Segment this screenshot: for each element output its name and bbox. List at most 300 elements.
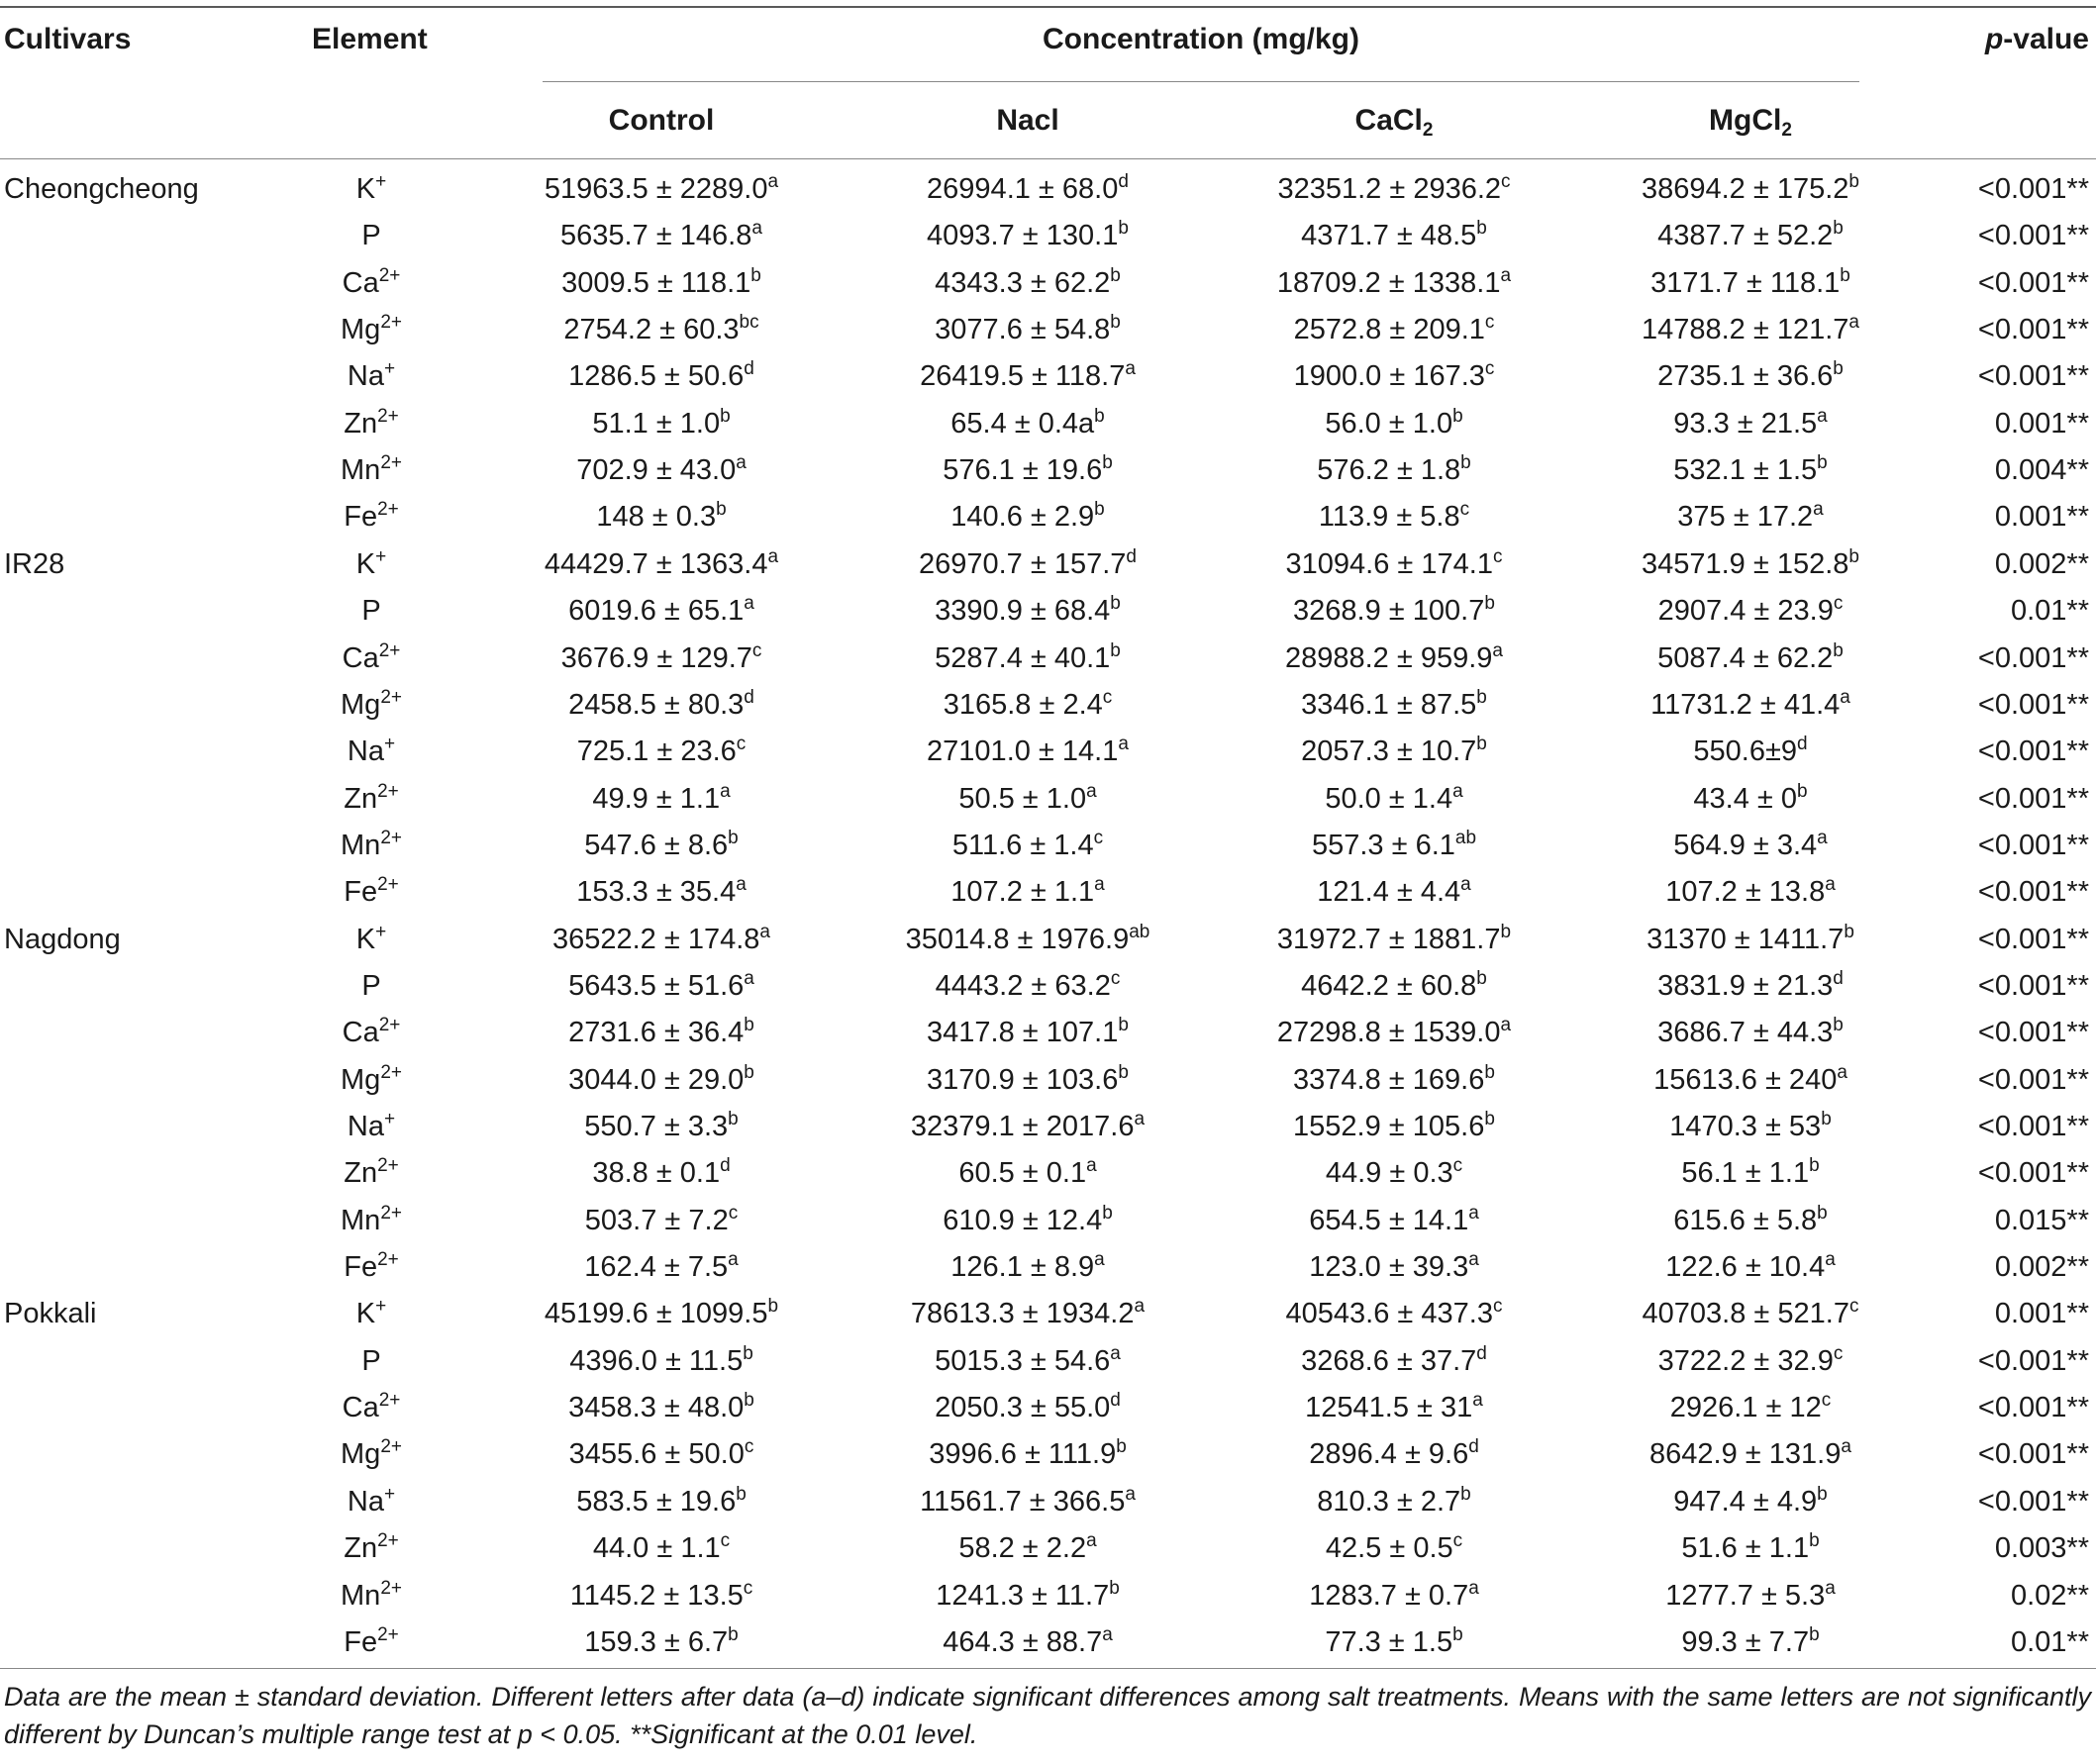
mgcl2-mean-sd: 3171.7 ± 118.1 [1650,266,1841,299]
mgcl2-mean-sd: 564.9 ± 3.4 [1673,829,1818,861]
control-mean-sd: 3676.9 ± 129.7 [560,641,752,674]
cacl2-significance-letter: b [1476,686,1487,708]
p-value: 0.001** [1994,407,2089,440]
element-symbol [297,968,446,1004]
nacl-mean-sd: 610.9 ± 12.4 [943,1204,1103,1236]
element-base: Mg [341,1063,381,1096]
mgcl2-value [1592,1109,1909,1144]
mgcl2-mean-sd: 947.4 ± 4.9 [1673,1485,1818,1518]
mgcl2-significance-letter: a [1825,1577,1836,1599]
element-base: Mn [341,454,381,487]
element-base: Mg [341,1438,381,1471]
control-mean-sd: 44429.7 ± 1363.4 [544,547,768,580]
nacl-mean-sd: 4443.2 ± 63.2 [935,969,1111,1002]
nacl-value [869,1155,1186,1191]
table-row [0,1431,2096,1478]
p-value: <0.001** [1977,829,2089,861]
cacl2-significance-letter: b [1476,967,1487,989]
element-symbol [297,781,446,817]
cacl2-value [1236,1155,1552,1191]
cacl2-significance-letter: a [1500,264,1512,286]
mgcl2-mean-sd: 14788.2 ± 121.7 [1641,314,1849,346]
mgcl2-significance-letter: c [1848,1296,1859,1318]
table-row [0,917,2096,963]
mgcl2-significance-letter: d [1833,967,1844,989]
nacl-significance-letter: b [1094,405,1105,427]
mgcl2-value [1592,1155,1909,1191]
table-row [0,166,2096,213]
table-row [0,636,2096,682]
table-row [0,307,2096,353]
cacl2-value [1236,452,1552,488]
p-value: <0.001** [1977,735,2089,768]
cacl2-significance-letter: a [1472,1390,1483,1412]
nacl-value [869,874,1186,910]
nacl-mean-sd: 35014.8 ± 1976.9 [905,923,1130,955]
header-cacl2-base: CaCl [1354,104,1423,137]
mgcl2-value [1592,828,1909,863]
control-significance-letter: bc [739,312,759,334]
table-row [0,963,2096,1010]
element-symbol [297,312,446,347]
nacl-significance-letter: a [1086,1530,1097,1552]
table-row [0,1104,2096,1150]
mgcl2-significance-letter: b [1809,1623,1820,1645]
header-p-value-rest: -value [2003,23,2089,55]
nacl-significance-letter: b [1102,1202,1113,1224]
table-row [0,1198,2096,1244]
mgcl2-significance-letter: c [1821,1390,1832,1412]
p-value: <0.001** [1977,1485,2089,1518]
header-cacl2 [1236,103,1552,139]
nacl-mean-sd: 60.5 ± 0.1 [958,1157,1087,1190]
cacl2-mean-sd: 576.2 ± 1.8 [1317,454,1461,487]
element-base: Mn [341,829,381,861]
nacl-mean-sd: 4093.7 ± 130.1 [927,220,1119,252]
element-charge: 2+ [380,1202,402,1224]
mgcl2-significance-letter: a [1840,686,1850,708]
nacl-significance-letter: b [1110,264,1121,286]
cacl2-mean-sd: 2896.4 ± 9.6 [1309,1438,1469,1471]
control-significance-letter: b [728,1109,739,1129]
nacl-value [869,687,1186,723]
element-base: P [361,1344,381,1377]
mgcl2-mean-sd: 11731.2 ± 41.4 [1650,688,1841,721]
element-charge: 2+ [377,780,399,802]
nacl-mean-sd: 3390.9 ± 68.4 [935,595,1111,628]
element-charge: 2+ [380,312,402,334]
nacl-significance-letter: a [1102,1623,1113,1645]
nacl-value [869,499,1186,535]
cacl2-value [1236,171,1552,207]
element-base: Fe [344,501,378,534]
cacl2-value [1236,1530,1552,1566]
element-charge: 2+ [378,264,401,286]
mgcl2-significance-letter: b [1817,452,1828,474]
control-significance-letter: b [744,1015,754,1036]
element-symbol [297,406,446,441]
nacl-significance-letter: d [1110,1390,1121,1412]
table-row [0,588,2096,635]
mgcl2-mean-sd: 38694.2 ± 175.2 [1641,173,1849,205]
element-base: Mn [341,1204,381,1236]
mgcl2-mean-sd: 8642.9 ± 131.9 [1649,1438,1842,1471]
mgcl2-significance-letter: b [1821,1109,1832,1129]
table-top-rule [0,6,2096,8]
header-p-value [1941,22,2089,57]
control-value [503,312,820,347]
element-symbol [297,452,446,488]
mgcl2-value [1592,1578,1909,1614]
control-value [503,687,820,723]
p-value: <0.001** [1977,641,2089,674]
control-value [503,1203,820,1238]
nacl-value [869,171,1186,207]
mgcl2-mean-sd: 3722.2 ± 32.9 [1657,1344,1834,1377]
mgcl2-significance-letter: b [1848,171,1859,192]
mgcl2-value [1592,1484,1909,1519]
control-mean-sd: 547.6 ± 8.6 [584,829,729,861]
mgcl2-mean-sd: 5087.4 ± 62.2 [1657,641,1834,674]
nacl-significance-letter: b [1116,1436,1127,1458]
cacl2-mean-sd: 557.3 ± 6.1 [1311,829,1455,861]
control-significance-letter: a [720,780,731,802]
control-value [503,358,820,394]
element-symbol [297,593,446,629]
control-significance-letter: b [744,1390,754,1412]
nacl-significance-letter: d [1126,545,1137,567]
table-bottom-rule [0,1668,2096,1669]
element-base: Zn [344,782,378,815]
mgcl2-mean-sd: 40703.8 ± 521.7 [1642,1298,1849,1330]
nacl-mean-sd: 65.4 ± 0.4a [950,407,1095,440]
header-p-value-italic: p [1984,23,2004,55]
mgcl2-value [1592,922,1909,957]
p-value: <0.001** [1977,220,2089,252]
control-value [503,1530,820,1566]
element-symbol [297,499,446,535]
p-value: <0.001** [1977,876,2089,909]
mgcl2-value [1592,1015,1909,1050]
cacl2-mean-sd: 121.4 ± 4.4 [1317,876,1461,909]
element-symbol [297,1624,446,1660]
cacl2-significance-letter: b [1484,1061,1495,1083]
control-mean-sd: 38.8 ± 0.1 [592,1157,721,1190]
nacl-significance-letter: b [1118,1015,1129,1036]
mgcl2-mean-sd: 550.6±9 [1693,735,1798,768]
mgcl2-significance-letter: b [1833,358,1844,380]
cultivar-name: Cheongcheong [4,173,199,205]
cacl2-significance-letter: a [1452,780,1463,802]
table-row [0,1291,2096,1337]
p-value: <0.001** [1977,688,2089,721]
control-value [503,734,820,769]
control-mean-sd: 1286.5 ± 50.6 [568,360,745,393]
p-value: <0.001** [1977,1063,2089,1096]
nacl-significance-letter: b [1110,593,1121,615]
element-base: P [361,595,381,628]
control-value [503,874,820,910]
mgcl2-mean-sd: 56.1 ± 1.1 [1681,1157,1810,1190]
cacl2-value [1236,1015,1552,1050]
control-mean-sd: 148 ± 0.3 [596,501,717,534]
mgcl2-mean-sd: 31370 ± 1411.7 [1647,923,1845,955]
header-cultivars: Cultivars [4,23,132,55]
control-significance-letter: b [767,1296,779,1318]
element-charge: 2+ [377,874,399,896]
nacl-value [869,593,1186,629]
element-base: Fe [344,1625,378,1658]
cacl2-value [1236,218,1552,253]
cacl2-value [1236,1436,1552,1472]
cacl2-value [1236,1296,1552,1331]
p-value: 0.01** [2010,595,2089,628]
cacl2-value [1236,1249,1552,1285]
cacl2-mean-sd: 3268.6 ± 37.7 [1301,1344,1477,1377]
nacl-value [869,968,1186,1004]
cacl2-mean-sd: 18709.2 ± 1338.1 [1276,266,1501,299]
mgcl2-value [1592,452,1909,488]
element-symbol [297,874,446,910]
cacl2-value [1236,828,1552,863]
control-mean-sd: 3455.6 ± 50.0 [568,1438,745,1471]
element-charge: 2+ [378,1390,401,1412]
element-base: Na [347,735,384,768]
cacl2-value [1236,499,1552,535]
control-value [503,171,820,207]
element-symbol [297,1436,446,1472]
mgcl2-value [1592,546,1909,582]
control-significance-letter: d [744,358,754,380]
table-footnote: Data are the mean ± standard deviation. Different letters after data (a–d) indicate significant differences among salt treatments. Means with the same letters are not significantly different by Duncan’s multiple range test at p < 0.05. **Significant at the 0.01 level. [4,1682,2091,1749]
table-row [0,869,2096,916]
element-base: Na [347,1111,384,1142]
cacl2-value [1236,1203,1552,1238]
table-row [0,1010,2096,1056]
nacl-significance-letter: a [1086,780,1097,802]
element-base: Ca [342,641,379,674]
cacl2-mean-sd: 50.0 ± 1.4 [1325,782,1453,815]
control-value [503,1343,820,1379]
cacl2-significance-letter: b [1460,452,1471,474]
nacl-mean-sd: 3170.9 ± 103.6 [927,1063,1119,1096]
nacl-value [869,452,1186,488]
nacl-significance-letter: b [1118,1061,1129,1083]
element-charge: + [375,545,387,567]
nacl-significance-letter: c [1110,967,1121,989]
p-value: <0.001** [1977,969,2089,1002]
mgcl2-significance-letter: b [1833,218,1844,240]
nacl-significance-letter: a [1125,358,1136,380]
table-row [0,260,2096,307]
element-symbol [297,1203,446,1238]
element-symbol [297,358,446,394]
control-mean-sd: 45199.6 ± 1099.5 [544,1298,768,1330]
table-row [0,447,2096,494]
nacl-value [869,358,1186,394]
nacl-significance-letter: ab [1129,921,1150,942]
control-value [503,640,820,676]
element-symbol [297,922,446,957]
table-row [0,213,2096,259]
element-symbol [297,1249,446,1285]
nacl-significance-letter: a [1134,1296,1146,1318]
element-symbol [297,687,446,723]
mgcl2-value [1592,874,1909,910]
cacl2-value [1236,922,1552,957]
mgcl2-value [1592,406,1909,441]
nacl-mean-sd: 140.6 ± 2.9 [950,501,1095,534]
mgcl2-value [1592,1343,1909,1379]
element-charge: 2+ [377,1623,399,1645]
mgcl2-value [1592,593,1909,629]
nacl-mean-sd: 576.1 ± 19.6 [943,454,1103,487]
control-mean-sd: 702.9 ± 43.0 [576,454,737,487]
mgcl2-value [1592,171,1909,207]
element-symbol [297,1109,446,1144]
cacl2-mean-sd: 3268.9 ± 100.7 [1293,595,1485,628]
control-significance-letter: c [728,1202,739,1224]
element-symbol [297,1578,446,1614]
cacl2-significance-letter: a [1492,639,1503,661]
p-value: <0.001** [1977,1111,2089,1142]
cacl2-value [1236,1484,1552,1519]
cacl2-mean-sd: 12541.5 ± 31 [1305,1392,1473,1424]
control-mean-sd: 3009.5 ± 118.1 [561,266,751,299]
control-value [503,546,820,582]
mgcl2-value [1592,1624,1909,1660]
nacl-mean-sd: 26994.1 ± 68.0 [927,173,1119,205]
mgcl2-value [1592,734,1909,769]
cacl2-value [1236,1578,1552,1614]
mgcl2-mean-sd: 34571.9 ± 152.8 [1641,547,1849,580]
cacl2-significance-letter: b [1476,734,1487,755]
cacl2-mean-sd: 31972.7 ± 1881.7 [1276,923,1501,955]
mgcl2-significance-letter: b [1840,264,1850,286]
mgcl2-value [1592,1203,1909,1238]
cacl2-mean-sd: 2057.3 ± 10.7 [1301,735,1477,768]
element-symbol [297,1484,446,1519]
nacl-value [869,312,1186,347]
control-significance-letter: b [728,1623,739,1645]
nacl-value [869,640,1186,676]
control-significance-letter: c [743,1577,753,1599]
element-charge: + [375,171,387,192]
nacl-mean-sd: 126.1 ± 8.9 [950,1251,1095,1284]
control-value [503,1109,820,1144]
nacl-value [869,406,1186,441]
nacl-significance-letter: a [1134,1109,1146,1129]
nacl-value [869,1249,1186,1285]
header-bottom-rule [0,158,2096,159]
element-base: Ca [342,1392,379,1424]
cacl2-significance-letter: b [1452,1623,1463,1645]
element-base: Na [347,1485,384,1518]
control-mean-sd: 1145.2 ± 13.5 [569,1579,744,1612]
mgcl2-mean-sd: 99.3 ± 7.7 [1681,1625,1810,1658]
nacl-mean-sd: 78613.3 ± 1934.2 [910,1298,1135,1330]
p-value: <0.001** [1977,1344,2089,1377]
mgcl2-value [1592,687,1909,723]
mgcl2-significance-letter: a [1813,499,1824,521]
element-base: Na [347,360,384,393]
element-symbol [297,1296,446,1331]
table-row [0,823,2096,869]
p-value: <0.001** [1977,923,2089,955]
nacl-mean-sd: 26970.7 ± 157.7 [918,547,1127,580]
mgcl2-significance-letter: b [1844,921,1854,942]
p-value: <0.001** [1977,360,2089,393]
nacl-significance-letter: b [1118,218,1129,240]
nacl-significance-letter: d [1118,171,1129,192]
nacl-value [869,1203,1186,1238]
table-row [0,682,2096,729]
nacl-value [869,218,1186,253]
control-significance-letter: a [759,921,770,942]
mgcl2-value [1592,1390,1909,1425]
element-base: Zn [344,1157,378,1190]
cacl2-significance-letter: b [1452,405,1463,427]
control-mean-sd: 5635.7 ± 146.8 [560,220,752,252]
table-row [0,401,2096,447]
element-charge: + [383,1109,396,1129]
control-value [503,968,820,1004]
element-symbol [297,1062,446,1098]
element-base: Fe [344,1251,378,1284]
element-base: Ca [342,266,379,299]
element-base: K [355,173,376,205]
cacl2-value [1236,968,1552,1004]
control-value [503,1484,820,1519]
element-base: Mg [341,314,381,346]
element-base: Zn [344,1532,378,1565]
cacl2-significance-letter: c [1501,171,1511,192]
control-significance-letter: b [720,405,731,427]
nacl-mean-sd: 32379.1 ± 2017.6 [910,1111,1135,1142]
mgcl2-mean-sd: 51.6 ± 1.1 [1681,1532,1810,1565]
control-mean-sd: 583.5 ± 19.6 [576,1485,737,1518]
cacl2-value [1236,687,1552,723]
table-row [0,1619,2096,1666]
element-symbol [297,546,446,582]
element-charge: 2+ [380,1577,402,1599]
mgcl2-mean-sd: 1470.3 ± 53 [1669,1111,1822,1142]
control-mean-sd: 4396.0 ± 11.5 [569,1344,744,1377]
control-mean-sd: 36522.2 ± 174.8 [551,923,760,955]
header-control: Control [608,104,715,137]
cacl2-significance-letter: c [1492,1296,1503,1318]
mgcl2-mean-sd: 615.6 ± 5.8 [1673,1204,1818,1236]
element-symbol [297,734,446,769]
cacl2-significance-letter: b [1476,218,1487,240]
cacl2-mean-sd: 32351.2 ± 2936.2 [1277,173,1502,205]
table-row [0,1573,2096,1619]
mgcl2-value [1592,1530,1909,1566]
nacl-significance-letter: b [1109,1577,1120,1599]
control-value [503,1249,820,1285]
cacl2-significance-letter: d [1468,1436,1479,1458]
control-mean-sd: 2458.5 ± 80.3 [568,688,745,721]
cacl2-value [1236,265,1552,301]
mgcl2-value [1592,1296,1909,1331]
cacl2-significance-letter: a [1500,1015,1512,1036]
header-mgcl2 [1592,103,1909,139]
control-significance-letter: d [744,686,754,708]
nacl-significance-letter: a [1110,1342,1121,1364]
p-value: 0.004** [1994,454,2089,487]
element-base: Fe [344,876,378,909]
nacl-significance-letter: a [1125,1483,1136,1505]
